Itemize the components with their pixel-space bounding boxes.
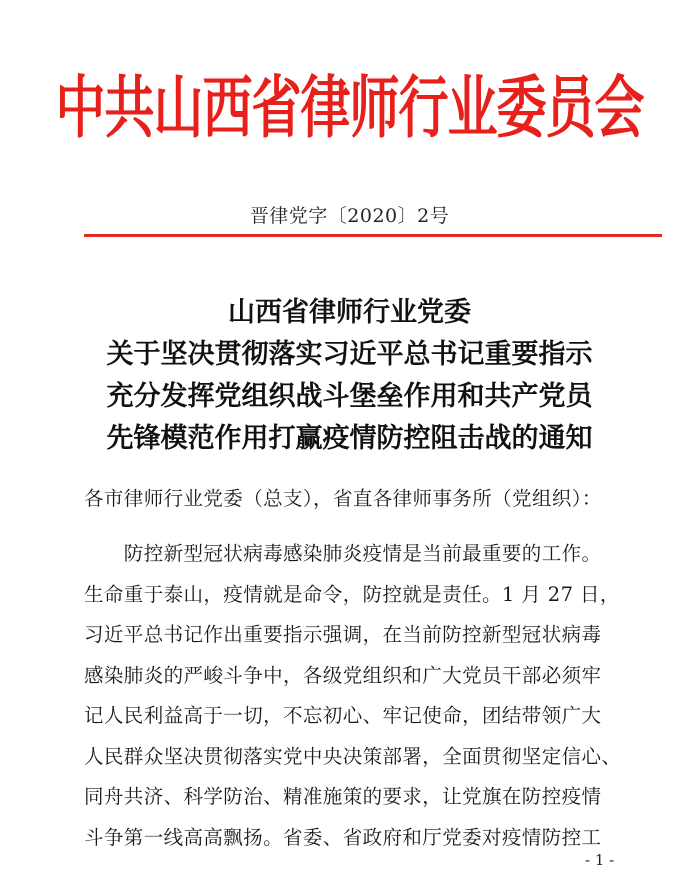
salutation: 各市律师行业党委（总支），省直各律师事务所（党组织）： bbox=[84, 487, 602, 510]
title-line: 先锋模范作用打赢疫情防控阻击战的通知 bbox=[106, 423, 593, 454]
body-line: 生命重于泰山，疫情就是命令，防控就是责任。1 月 27 日， bbox=[84, 582, 620, 606]
body-line: 感染肺炎的严峻斗争中，各级党组织和广大党员干部必须牢 bbox=[84, 663, 602, 687]
page-number: - 1 - bbox=[585, 851, 615, 869]
title-line: 山西省律师行业党委 bbox=[228, 297, 471, 328]
title-line: 充分发挥党组织战斗堡垒作用和共产党员 bbox=[106, 381, 593, 412]
issuer-masthead: 中共山西省律师行业委员会 bbox=[55, 67, 644, 148]
body-line: 斗争第一线高高飘扬。省委、省政府和厅党委对疫情防控工 bbox=[84, 825, 602, 849]
document-number: 晋律党字〔2020〕2号 bbox=[249, 205, 450, 227]
title-line: 关于坚决贯彻落实习近平总书记重要指示 bbox=[106, 339, 593, 370]
body-line: 记人民利益高于一切，不忘初心、牢记使命，团结带领广大 bbox=[84, 704, 602, 727]
body-line: 人民群众坚决贯彻落实党中央决策部署，全面贯彻坚定信心、 bbox=[84, 744, 622, 768]
body-line: 同舟共济、科学防治、精准施策的要求，让党旗在防控疫情 bbox=[84, 785, 602, 808]
red-divider-line bbox=[84, 234, 662, 237]
notice-title bbox=[0, 292, 699, 460]
body-line: 防控新型冠状病毒感染肺炎疫情是当前最重要的工作。 bbox=[84, 542, 602, 565]
body-line: 习近平总书记作出重要指示强调，在当前防控新型冠状病毒 bbox=[84, 623, 602, 646]
body-paragraph bbox=[84, 534, 644, 858]
